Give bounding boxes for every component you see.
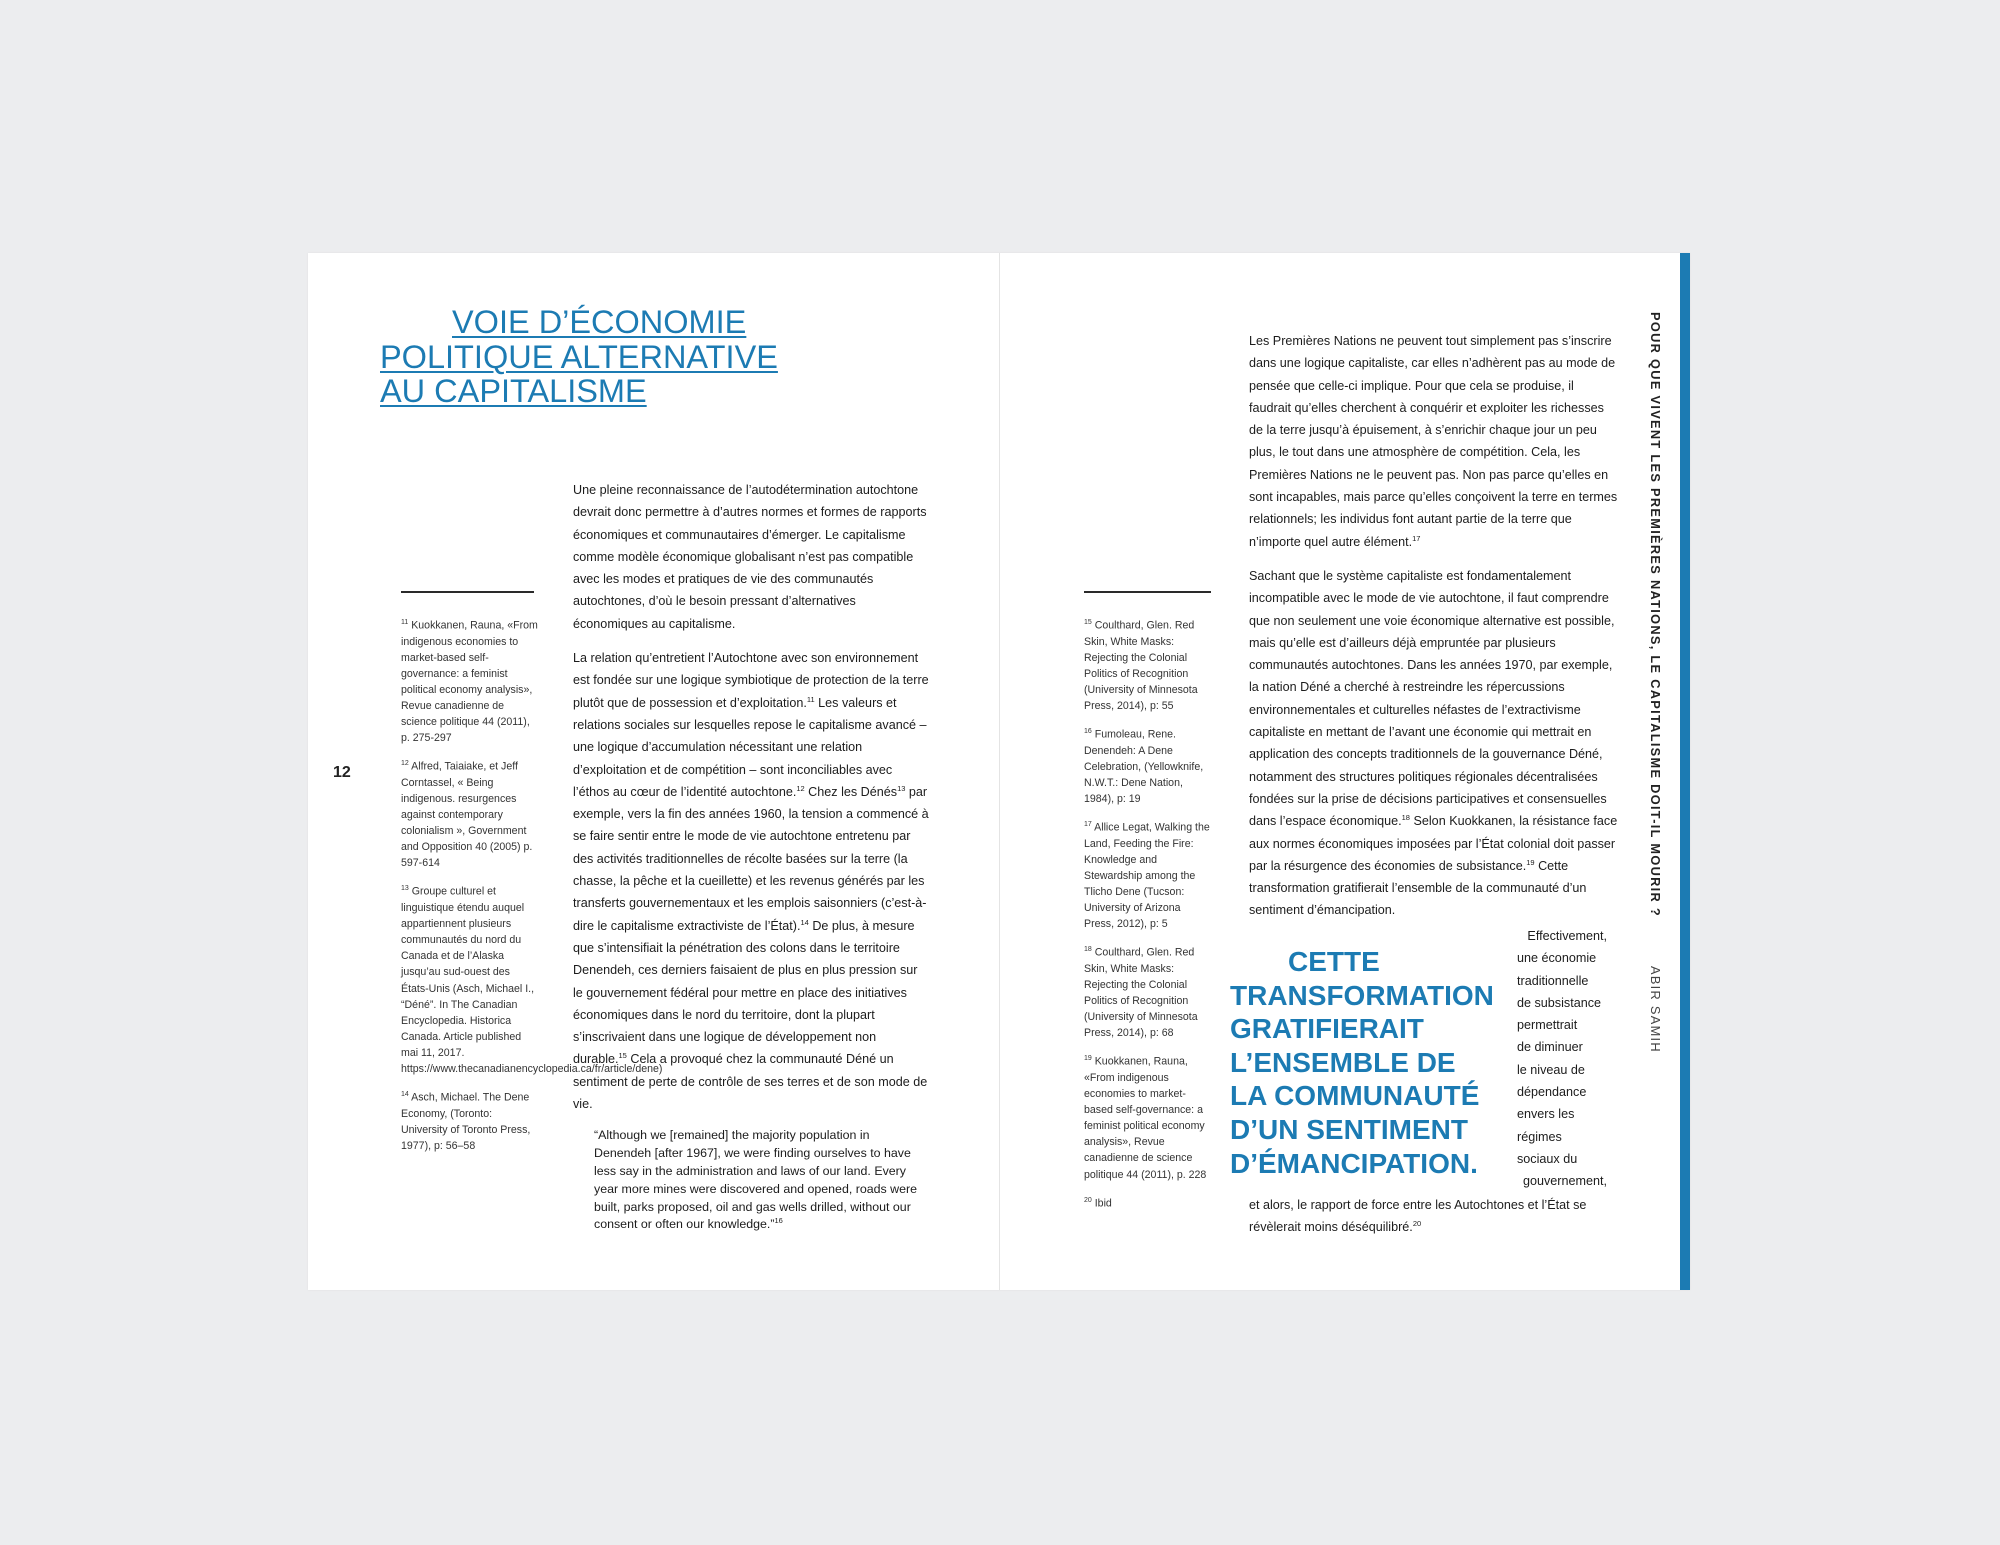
text-run: par exemple, vers la fin des années 1960, la tension a commencé à se faire sentir entre le mode de vie autochtone entretenu par des activités traditionnelles de récolte basées sur la terre (la chasse, la pêche et la cueillette) et les revenus générés par les transferts gouvernementaux et les emplois saisonniers (c’est-à-dire le capitalisme extractiviste de l’État). <box>573 784 929 933</box>
footnote-text: Coulthard, Glen. Red Skin, White Masks: Rejecting the Colonial Politics of Recognition (University of Minnesota Press, 2014), p: 68 <box>1084 946 1198 1040</box>
title-line: VOIE D’ÉCONOMIE <box>452 304 747 340</box>
footnote-ref: 19 <box>1526 857 1535 867</box>
pull-quote-line: CETTE <box>1288 946 1380 977</box>
footnote <box>1084 942 1212 1041</box>
title-line: AU CAPITALISME <box>380 373 647 409</box>
wrapped-line: envers les <box>1517 1107 1575 1122</box>
text-run: Sachant que le système capitaliste est fondamentalement incompatible avec le mode de vie autochtone, il faut comprendre que non seulement une voie économique alternative est possible, mais qu’elle est d’ailleurs déjà empruntée par plusieurs communautés autochtones. Dans les années 1970, par exemple, la nation Déné a cherché à restreindre les répercussions environnementales et culturelles néfastes de l’extractivisme capitaliste en mettant de l’avant une économie qui mettrait en application des concepts traditionnels de la gouvernance Déné, notamment des structures politiques régionales décentralisées fondées sur la prise de décisions participatives et consensuelles dans l’espace économique. <box>1249 568 1615 829</box>
footnote-text: Fumoleau, Rene. Denendeh: A Dene Celebration, (Yellowknife, N.W.T.: Dene Nation, 1984), p: 19 <box>1084 728 1204 805</box>
left-paragraphs <box>573 479 929 1115</box>
pull-quote-line: TRANSFORMATION <box>1230 979 1494 1011</box>
footnote-text: Kuokkanen, Rauna, «From indigenous economies to market-based self-governance: a feminist political economy analysis», Revue canadienne de science politique 44 (2011), p. 228 <box>1084 1055 1207 1181</box>
text-run: Cela a provoqué chez la communauté Déné un sentiment de perte de contrôle de ses terres et de son mode de vie. <box>573 1052 928 1112</box>
running-head-author: ABIR SAMIH <box>1648 965 1663 1053</box>
body-text-closing <box>1249 1194 1619 1251</box>
footnote-text: Alfred, Taiaiake, et Jeff Corntassel, « Being indigenous. resurgences against contemporary colonialism », Government and Opposition 40 (2005) p. 597-614 <box>401 760 533 870</box>
footnote-ref: 15 <box>618 1051 627 1061</box>
text-run: “Although we [remained] the majority population in Denendeh [after 1967], we were finding ourselves to have less say in the administration and laws of our land. Every year more mines were discovered and opened, roads were built, parks proposed, oil and gas wells drilled, without our consent or often our knowledge.” <box>594 1128 918 1232</box>
section-title <box>380 305 840 409</box>
footnote-ref: 17 <box>1412 533 1421 543</box>
footnote-number: 11 <box>401 619 409 626</box>
wrapped-line: traditionnelle <box>1517 973 1589 988</box>
footnote-number: 17 <box>1084 821 1092 829</box>
footnote-number: 20 <box>1084 1196 1092 1204</box>
footnote-number: 16 <box>1084 728 1092 736</box>
running-head <box>1648 312 1663 1053</box>
wrapped-line: sociaux du <box>1517 1151 1578 1166</box>
footnote-text: Kuokkanen, Rauna, «From indigenous economies to market-based self-governance: a feminist political economy analysis», Revue canadienne de science politique 44 (2011), p. 275-297 <box>401 619 538 745</box>
footnote-number: 18 <box>1084 946 1092 954</box>
text-run: Les Premières Nations ne peuvent tout simplement pas s’inscrire dans une logique capitaliste, car elles n’adhèrent pas au mode de pensée que celle-ci implique. Pour que cela se produise, il faudrait qu’elles cherchent à conquérir et exploiter les richesses de la terre jusqu’à épuisement, à s’enrichir chaque jour un peu plus, le tout dans une atmosphère de compétition. Cela, les Premières Nations ne le peuvent pas. Non pas parce qu’elles en sont incapables, mais parce qu’elles conçoivent la terre en termes relationnels; les individus font autant partie de la terre que n’importe quel autre élément. <box>1249 334 1618 549</box>
running-head-title: POUR QUE VIVENT LES PREMIÈRES NATIONS, LE CAPITALISME DOIT-IL MOURIR ? <box>1648 312 1663 918</box>
wrapped-line: dépendance <box>1517 1085 1587 1100</box>
pull-quote-line: L’ENSEMBLE DE <box>1230 1046 1456 1078</box>
footnote <box>1084 1051 1212 1182</box>
text-run: Selon Kuokkanen, la résistance face aux normes économiques imposées par l’État colonial doit passer par la résurgence des économies de subsistance. <box>1249 814 1618 873</box>
footnote <box>401 615 539 746</box>
page-number: 12 <box>333 764 351 781</box>
title-line: POLITIQUE ALTERNATIVE <box>380 338 778 375</box>
page-gutter <box>999 253 1000 1290</box>
footnote-text: Allice Legat, Walking the Land, Feeding the Fire: Knowledge and Stewardship among the Tlicho Dene (Tucson: University of Arizona Press, 2012), p: 5 <box>1084 821 1210 931</box>
footnote-text: Asch, Michael. The Dene Economy, (Toronto: University of Toronto Press, 1977), p: 56–58 <box>401 1091 531 1152</box>
body-text-left <box>573 479 929 1246</box>
text-run: Cette transformation gratifierait l’ensemble de la communauté d’un sentiment d’émancipation. <box>1249 858 1587 918</box>
block-quote <box>573 1127 929 1234</box>
wrapped-line: de diminuer <box>1517 1040 1583 1055</box>
text-run: La relation qu’entretient l’Autochtone avec son environnement est fondée sur une logique symbiotique de protection de la terre plutôt que de possession et d’exploitation. <box>573 651 929 710</box>
body-paragraph <box>1249 330 1619 553</box>
body-paragraph <box>573 479 929 635</box>
text-run: et alors, le rapport de force entre les Autochtones et l’État se révèlerait moins déséquilibré. <box>1249 1198 1587 1235</box>
footnote-text: Groupe culturel et linguistique étendu auquel appartiennent plusieurs communautés du nord du Canada et de l’Alaska jusqu’au sud-ouest des États-Unis (Asch, Michael I., “Déné”. In The Canadian Encyclopedia. Historica Canada. Article published mai 11, 2017. https://www.thecanadianencyclopedia.ca/fr/article/dene) <box>401 886 663 1076</box>
body-paragraph <box>573 647 929 1115</box>
footnotes-right <box>1084 615 1212 1221</box>
wrapped-line: Effectivement, <box>1527 929 1607 943</box>
footnote <box>1084 817 1212 932</box>
footnote-number: 19 <box>1084 1055 1092 1063</box>
footnote-ref: 13 <box>897 783 906 793</box>
footnote <box>401 756 539 871</box>
footnote-ref: 16 <box>774 1216 783 1226</box>
footnote <box>1084 1193 1212 1212</box>
wrapped-line: permettrait <box>1517 1018 1578 1033</box>
pull-quote-line: D’UN SENTIMENT <box>1230 1113 1468 1145</box>
footnote <box>1084 724 1212 807</box>
text-run: Les valeurs et relations sociales sur lesquelles repose le capitalisme avancé – une logique d’accumulation nécessitant une relation d’exploitation et de compétition – sont inconciliables avec l’éthos au cœur de l’identité autochtone. <box>573 695 927 799</box>
pull-quote-line: GRATIFIERAIT <box>1230 1013 1424 1045</box>
footnote-ref: 14 <box>800 917 809 927</box>
closing-paragraph <box>1249 1194 1619 1239</box>
footnote-number: 15 <box>1084 619 1092 626</box>
footnote <box>401 1087 539 1154</box>
wrapped-line: une économie <box>1517 951 1597 966</box>
wrapped-line: régimes <box>1517 1129 1562 1144</box>
footnote-number: 14 <box>401 1091 409 1099</box>
body-text-right <box>1249 330 1619 934</box>
text-run: Une pleine reconnaissance de l’autodétermination autochtone devrait donc permettre à d’autres normes et formes de rapports économiques et communautaires d’émerger. Le capitalisme comme modèle économique globalisant n’est pas compatible avec les modes et pratiques de vie des communautés autochtones, d’où le besoin pressant d’alternatives économiques au capitalisme. <box>573 483 927 631</box>
footnote-text: Coulthard, Glen. Red Skin, White Masks: Rejecting the Colonial Politics of Recognition (University of Minnesota Press, 2014), p: 55 <box>1084 619 1198 712</box>
footnote-ref: 12 <box>796 783 805 793</box>
footnote-rule <box>1084 591 1211 593</box>
wrapped-line: le niveau de <box>1517 1062 1585 1077</box>
footnote <box>1084 615 1212 714</box>
footnote-text: Ibid <box>1091 1197 1112 1210</box>
footnote-ref: 18 <box>1401 813 1410 823</box>
footnote-number: 12 <box>401 760 409 768</box>
wrapped-line: de subsistance <box>1517 995 1602 1010</box>
pull-quote-line: D’ÉMANCIPATION. <box>1230 1147 1478 1179</box>
wrapped-line: gouvernement, <box>1522 1174 1607 1189</box>
pull-quote <box>1230 945 1520 1180</box>
wrapped-text-column <box>1517 925 1617 1193</box>
text-run: Chez les Dénés <box>804 784 898 799</box>
blue-page-edge <box>1680 253 1690 1290</box>
pull-quote-line: LA COMMUNAUTÉ <box>1230 1080 1480 1112</box>
footnote-rule <box>401 591 534 593</box>
footnote-number: 13 <box>401 885 409 893</box>
body-paragraph <box>1249 565 1619 922</box>
footnote-ref: 11 <box>806 694 815 704</box>
footnote-ref: 20 <box>1412 1219 1422 1229</box>
text-run: De plus, à mesure que s’intensifiait la pénétration des colons dans le territoire Denendeh, ces derniers faisaient de plus en plus pression sur le gouvernement fédéral pour mettre en place des initiatives économiques dans le nord du territoire, dont la plupart s’inscrivaient dans une logique de développement non durable. <box>573 918 918 1067</box>
